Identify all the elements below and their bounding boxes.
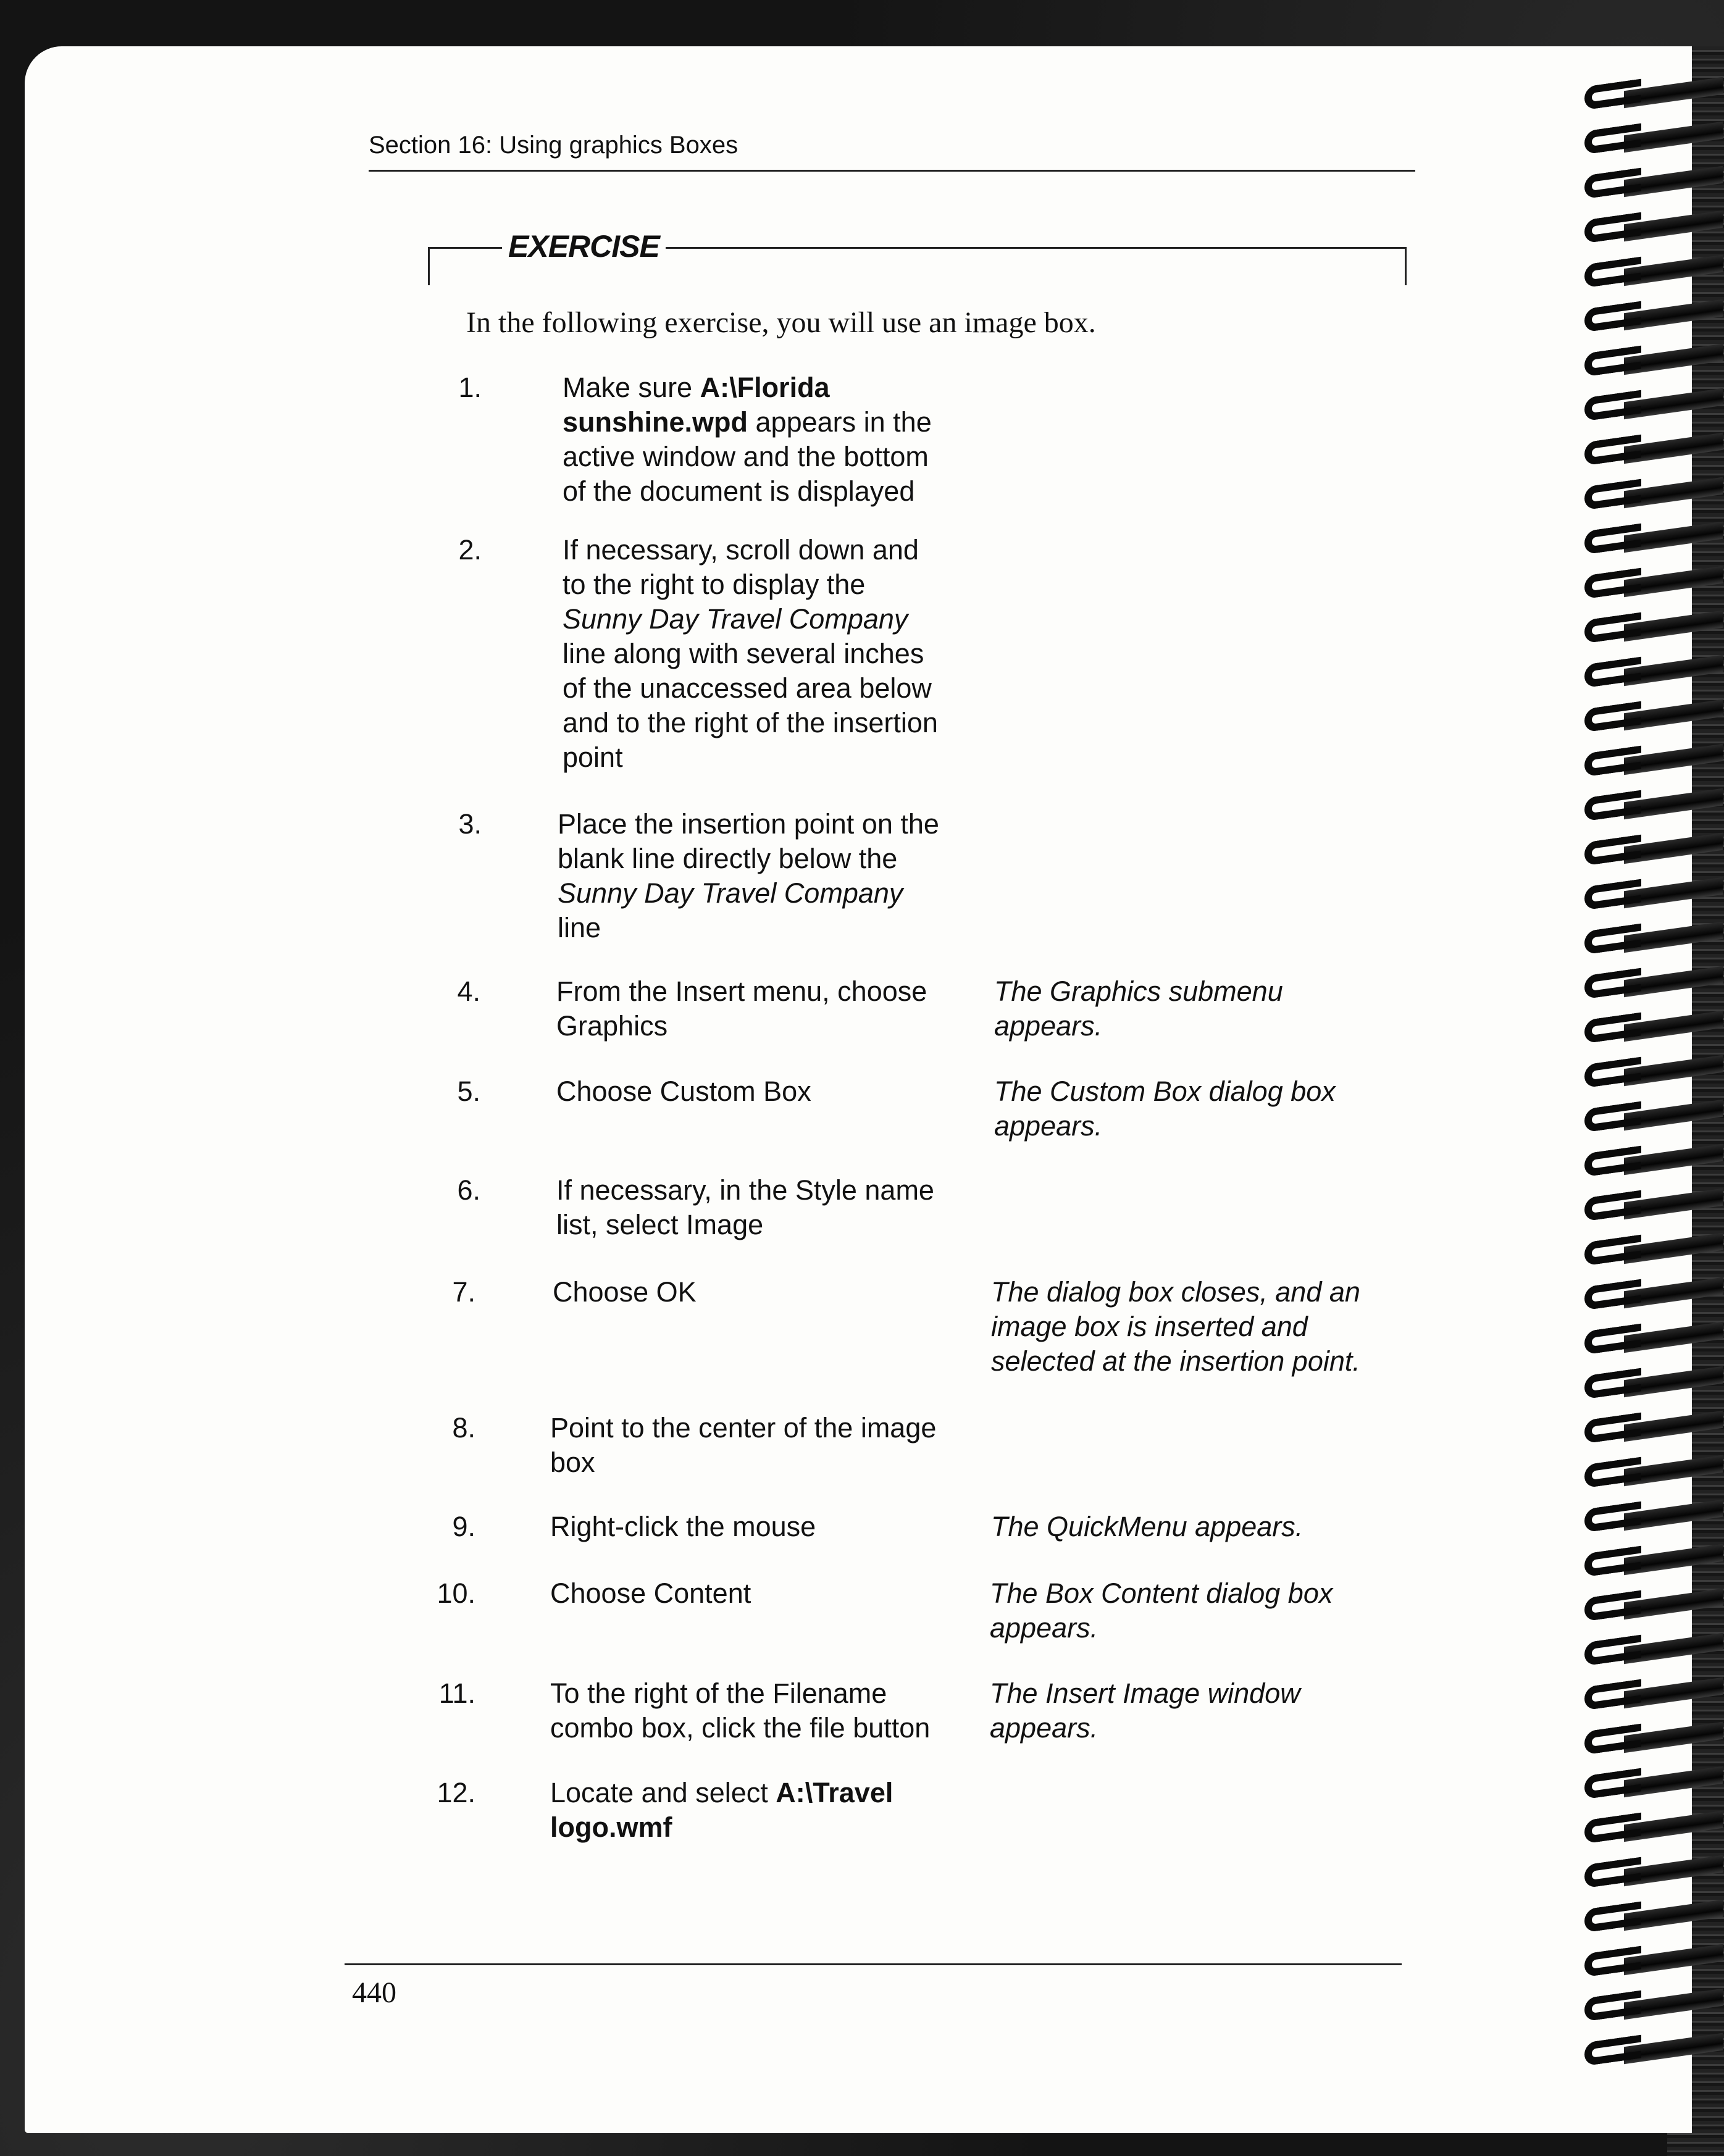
- step-line: Choose Content: [550, 1577, 751, 1609]
- step-number: 12.: [437, 1777, 475, 1808]
- spiral-ring: [1581, 1503, 1704, 1532]
- exercise-frame: [1405, 247, 1407, 285]
- step-line: logo.wmf: [550, 1811, 672, 1843]
- step-result: [994, 974, 1414, 1043]
- step-line: list, select Image: [556, 1209, 764, 1240]
- step-line: and to the right of the insertion: [563, 707, 938, 738]
- step-instruction: [563, 533, 995, 775]
- result-line: appears.: [994, 1110, 1103, 1142]
- spiral-ring: [1581, 925, 1704, 955]
- spiral-ring: [1581, 1236, 1704, 1266]
- spiral-ring: [1581, 1770, 1704, 1799]
- footer-rule: [345, 1963, 1402, 1965]
- step-result: [994, 1074, 1414, 1143]
- spiral-ring: [1581, 80, 1704, 110]
- spiral-ring: [1581, 125, 1704, 154]
- exercise-frame: [428, 247, 502, 249]
- step-line: From the Insert menu, choose: [556, 976, 927, 1007]
- spiral-ring: [1581, 1192, 1704, 1221]
- step-number: 2.: [458, 534, 482, 566]
- step-number: 10.: [437, 1577, 475, 1609]
- step-instruction: [550, 1676, 982, 1745]
- result-line: appears.: [994, 1010, 1103, 1042]
- spiral-ring: [1581, 1147, 1704, 1177]
- step-line: Choose Custom Box: [556, 1076, 811, 1107]
- spiral-ring: [1581, 347, 1704, 377]
- result-line: The dialog box closes, and an: [991, 1276, 1360, 1308]
- step-result: [990, 1676, 1410, 1745]
- step-line: to the right to display the: [563, 569, 866, 600]
- step-instruction: [556, 1173, 989, 1242]
- step-line: of the unaccessed area below: [563, 672, 932, 704]
- spiral-ring: [1581, 747, 1704, 777]
- spiral-ring: [1581, 1369, 1704, 1399]
- spiral-ring: [1581, 1592, 1704, 1621]
- step-instruction: [556, 1074, 989, 1109]
- result-line: The Graphics submenu: [994, 976, 1283, 1007]
- step-line: point: [563, 742, 623, 773]
- step-line: of the document is displayed: [563, 475, 915, 507]
- step-line: line along with several inches: [563, 638, 924, 669]
- spiral-ring: [1581, 1058, 1704, 1088]
- step-instruction: [550, 1576, 982, 1611]
- step-result: [991, 1510, 1411, 1544]
- step-instruction: [563, 370, 995, 509]
- step-line: active window and the bottom: [563, 441, 929, 472]
- spiral-ring: [1581, 303, 1704, 332]
- spiral-ring: [1581, 1725, 1704, 1755]
- spiral-ring: [1581, 1681, 1704, 1710]
- step-line: line: [558, 912, 601, 943]
- exercise-frame: [666, 247, 1407, 249]
- spiral-ring: [1581, 2036, 1704, 2066]
- step-line: To the right of the Filename: [550, 1678, 887, 1709]
- step-instruction: [550, 1776, 982, 1845]
- spiral-ring: [1581, 658, 1704, 688]
- step-line: combo box, click the file button: [550, 1712, 931, 1744]
- exercise-frame: [428, 247, 430, 285]
- page-number: 440: [352, 1976, 396, 2009]
- spiral-ring: [1581, 1992, 1704, 2021]
- spiral-ring: [1581, 1903, 1704, 1932]
- step-instruction: [550, 1510, 982, 1544]
- spiral-ring: [1581, 703, 1704, 732]
- spiral-ring: [1581, 1281, 1704, 1310]
- step-line: Sunny Day Travel Company: [563, 603, 908, 635]
- step-instruction: [556, 974, 989, 1043]
- spiral-ring: [1581, 1814, 1704, 1844]
- result-line: The Box Content dialog box: [990, 1577, 1333, 1609]
- spiral-ring: [1581, 169, 1704, 199]
- spiral-ring: [1581, 391, 1704, 421]
- step-line: Choose OK: [553, 1276, 697, 1308]
- spiral-ring: [1581, 969, 1704, 999]
- step-number: 8.: [452, 1412, 475, 1444]
- spiral-ring: [1581, 1858, 1704, 1888]
- step-result: [990, 1576, 1410, 1645]
- step-line: If necessary, in the Style name: [556, 1174, 934, 1206]
- exercise-title: EXERCISE: [508, 229, 659, 264]
- spiral-ring: [1581, 1325, 1704, 1355]
- step-number: 7.: [452, 1276, 475, 1308]
- result-line: appears.: [990, 1712, 1098, 1744]
- step-line: If necessary, scroll down and: [563, 534, 919, 566]
- result-line: selected at the insertion point.: [991, 1345, 1360, 1377]
- step-line: Make sure A:\Florida: [563, 372, 830, 403]
- step-number: 11.: [438, 1678, 475, 1709]
- spiral-ring: [1581, 1458, 1704, 1488]
- step-line: Point to the center of the image: [550, 1412, 937, 1444]
- step-number: 5.: [457, 1076, 480, 1107]
- step-instruction: [550, 1411, 982, 1480]
- spiral-ring: [1581, 1414, 1704, 1444]
- result-line: The Insert Image window: [990, 1678, 1300, 1709]
- result-line: image box is inserted and: [991, 1311, 1308, 1342]
- result-line: appears.: [990, 1612, 1098, 1644]
- step-result: [991, 1275, 1411, 1379]
- spiral-ring: [1581, 214, 1704, 243]
- spiral-ring: [1581, 258, 1704, 288]
- step-line: Graphics: [556, 1010, 668, 1042]
- step-line: Place the insertion point on the: [558, 808, 939, 840]
- spiral-binding: [1581, 80, 1724, 2093]
- spiral-ring: [1581, 436, 1704, 466]
- spiral-ring: [1581, 1947, 1704, 1977]
- step-instruction: [558, 807, 990, 945]
- step-line: Right-click the mouse: [550, 1511, 816, 1542]
- spiral-ring: [1581, 880, 1704, 910]
- step-number: 1.: [458, 372, 482, 403]
- spiral-ring: [1581, 1636, 1704, 1666]
- spiral-ring: [1581, 569, 1704, 599]
- step-line: Sunny Day Travel Company: [558, 877, 903, 909]
- step-line: sunshine.wpd appears in the: [563, 406, 932, 438]
- spiral-ring: [1581, 1014, 1704, 1043]
- spiral-ring: [1581, 1103, 1704, 1132]
- spiral-ring: [1581, 792, 1704, 821]
- result-line: The Custom Box dialog box: [994, 1076, 1336, 1107]
- step-instruction: [553, 1275, 985, 1310]
- section-header: Section 16: Using graphics Boxes: [369, 132, 739, 159]
- step-line: box: [550, 1447, 595, 1478]
- step-number: 9.: [452, 1511, 475, 1542]
- header-rule: [369, 170, 1415, 172]
- spiral-ring: [1581, 480, 1704, 510]
- step-number: 3.: [458, 808, 482, 840]
- step-line: blank line directly below the: [558, 843, 898, 874]
- spiral-ring: [1581, 614, 1704, 643]
- step-line: Locate and select A:\Travel: [550, 1777, 893, 1808]
- spiral-ring: [1581, 1547, 1704, 1577]
- step-number: 6.: [457, 1174, 480, 1206]
- spiral-ring: [1581, 525, 1704, 554]
- spiral-ring: [1581, 836, 1704, 866]
- result-line: The QuickMenu appears.: [991, 1511, 1303, 1542]
- exercise-intro: In the following exercise, you will use an image box.: [466, 306, 1096, 339]
- step-number: 4.: [457, 976, 480, 1007]
